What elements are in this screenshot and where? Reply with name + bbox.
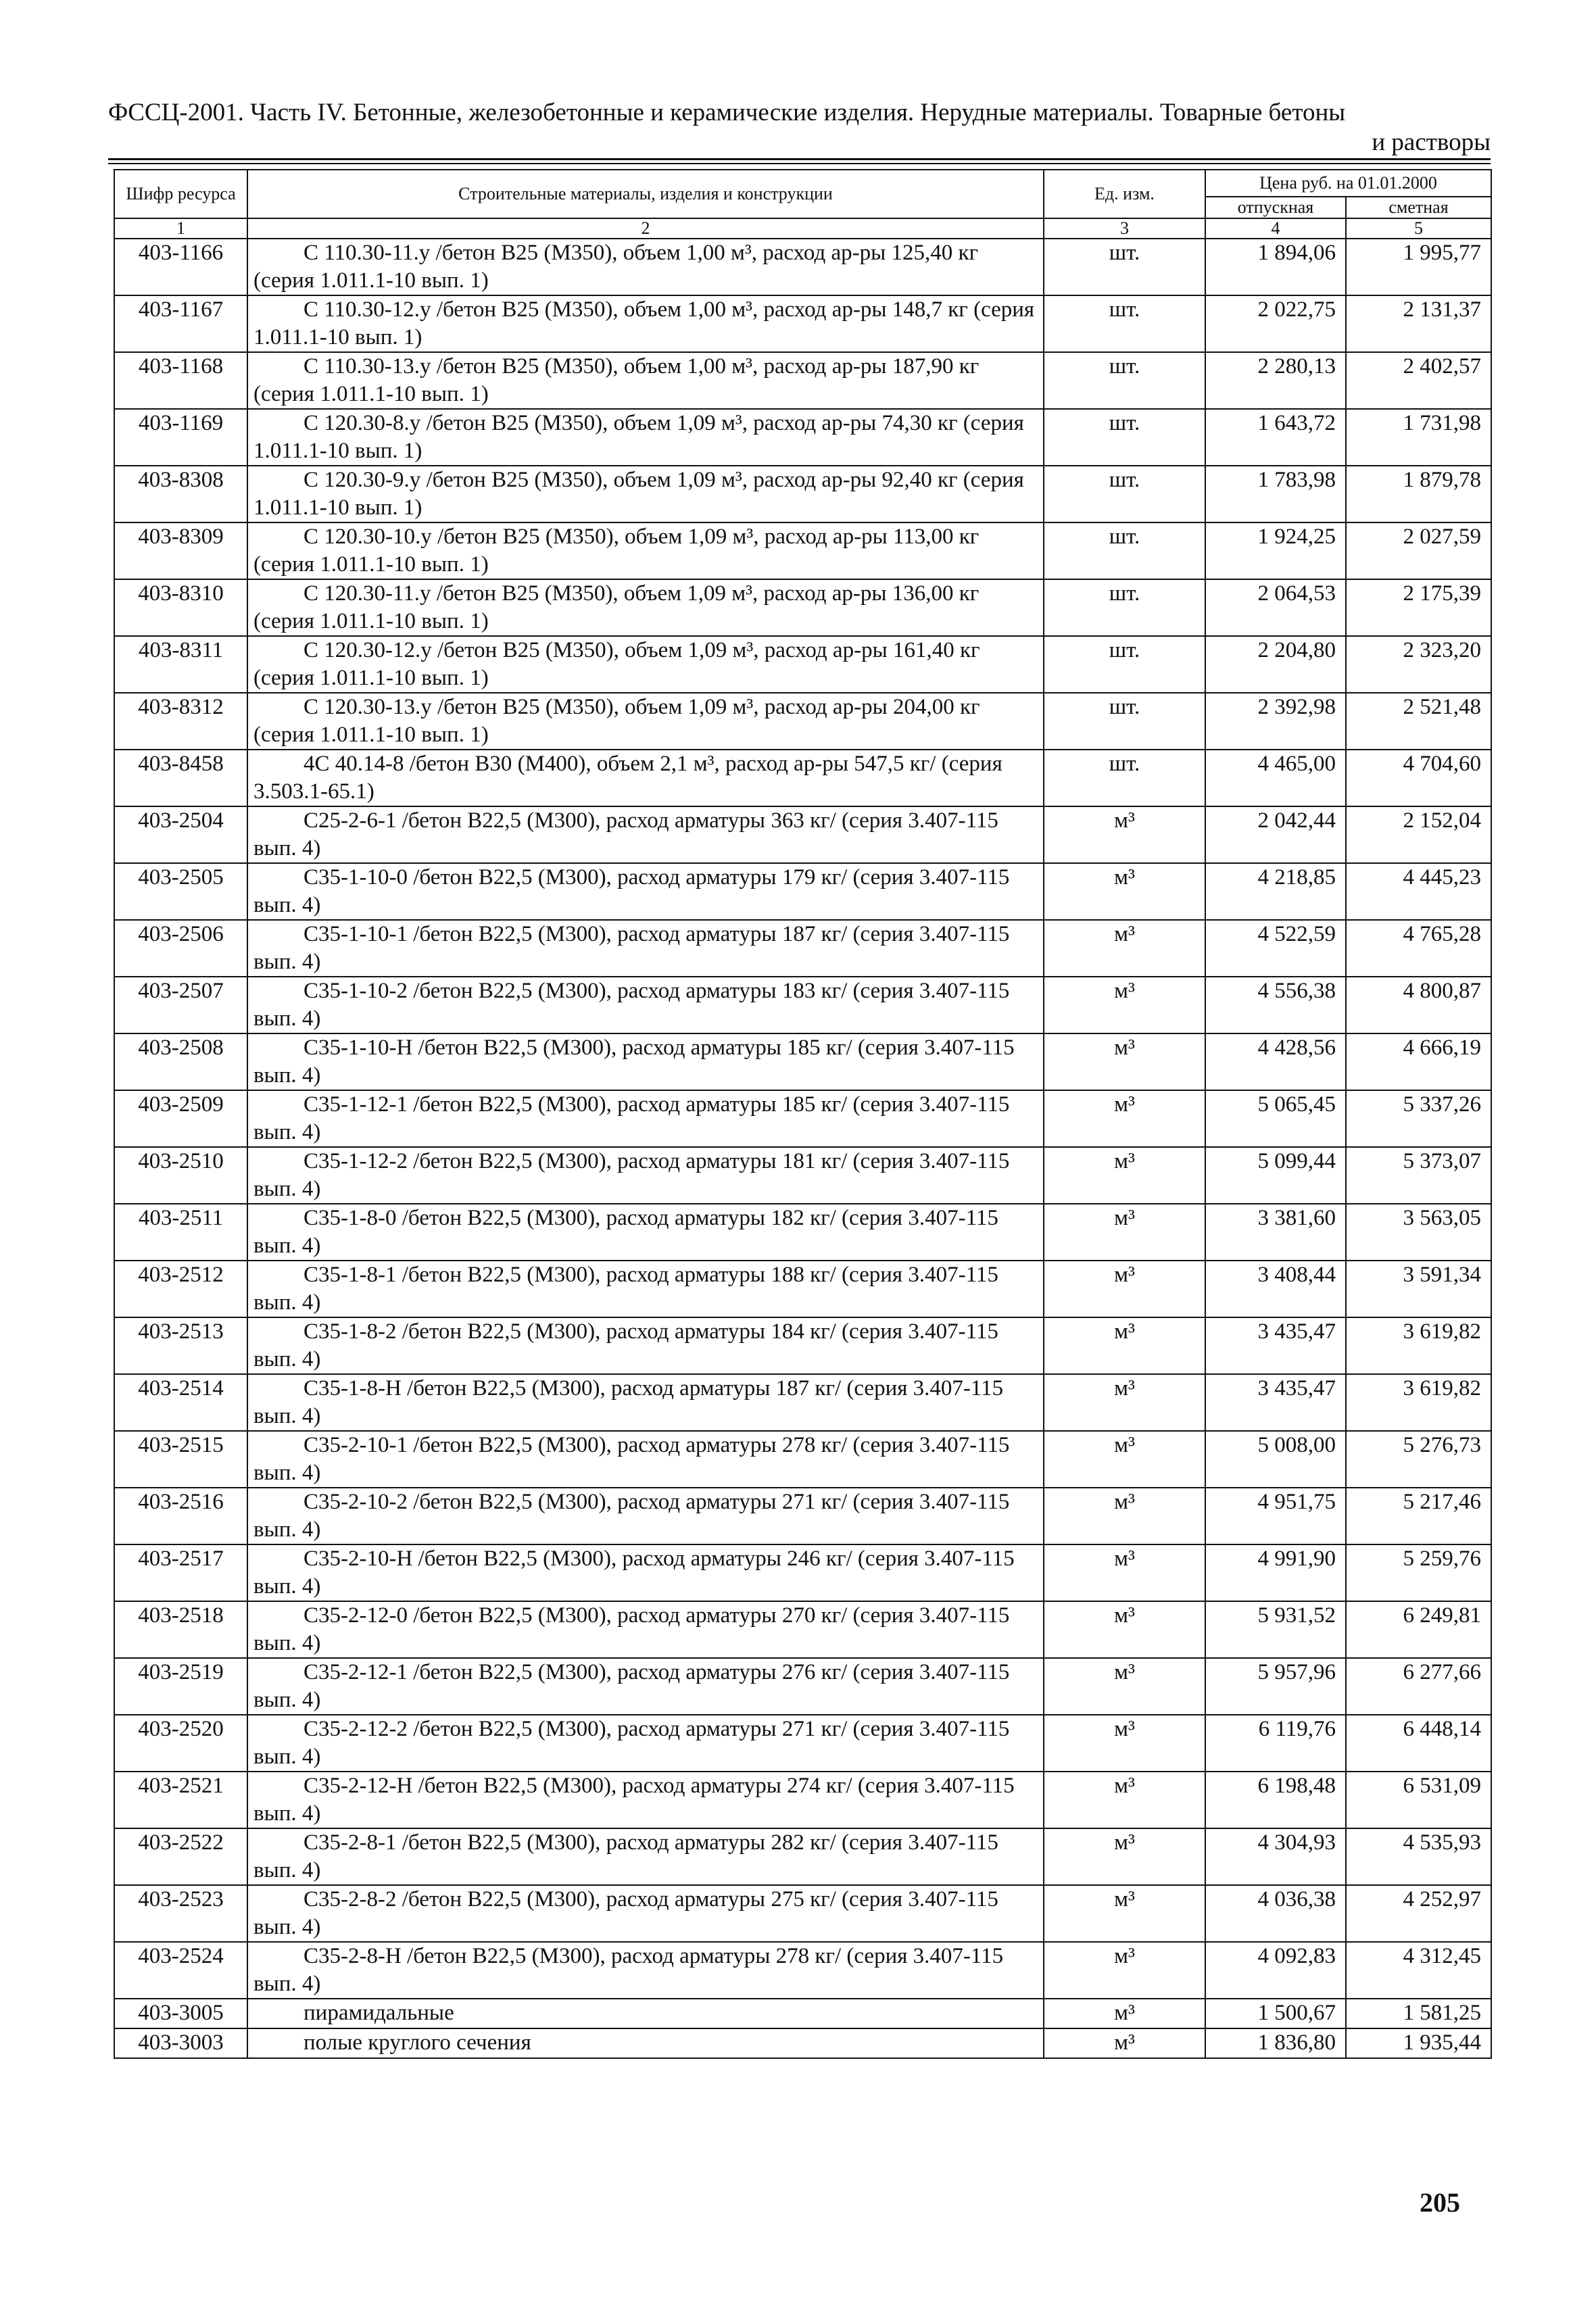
estimate-price: 3 563,05 — [1346, 1204, 1491, 1261]
material-description: С 120.30-11.у /бетон В25 (М350), объем 1,09 м³, расход ар-ры 136,00 кг (серия 1.011.1-10 вып. 1) — [247, 579, 1044, 636]
release-price: 5 099,44 — [1205, 1147, 1346, 1204]
resource-code: 403-1166 — [114, 239, 247, 295]
table-row — [114, 1658, 1491, 1715]
table-row — [114, 920, 1491, 977]
unit-cell: м³ — [1044, 1885, 1205, 1942]
price-table — [114, 169, 1492, 2059]
table-row — [114, 636, 1491, 693]
table-row — [114, 1601, 1491, 1658]
release-price: 1 783,98 — [1205, 466, 1346, 522]
resource-code: 403-1167 — [114, 295, 247, 352]
release-price: 5 008,00 — [1205, 1431, 1346, 1488]
col-number: 3 — [1044, 218, 1205, 239]
release-price: 4 092,83 — [1205, 1942, 1346, 1999]
table-row — [114, 1885, 1491, 1942]
estimate-price: 1 581,25 — [1346, 1999, 1491, 2028]
table-row — [114, 1317, 1491, 1374]
release-price: 6 198,48 — [1205, 1772, 1346, 1828]
material-description: С35-1-8-2 /бетон В22,5 (М300), расход арматуры 184 кг/ (серия 3.407-115 вып. 4) — [247, 1317, 1044, 1374]
unit-cell: шт. — [1044, 466, 1205, 522]
table-row — [114, 1828, 1491, 1885]
table-row — [114, 466, 1491, 522]
material-description: С35-1-10-0 /бетон В22,5 (М300), расход арматуры 179 кг/ (серия 3.407-115 вып. 4) — [247, 863, 1044, 920]
resource-code: 403-2514 — [114, 1374, 247, 1431]
estimate-price: 5 259,76 — [1346, 1544, 1491, 1601]
material-description: С35-1-12-2 /бетон В22,5 (М300), расход арматуры 181 кг/ (серия 3.407-115 вып. 4) — [247, 1147, 1044, 1204]
release-price: 2 204,80 — [1205, 636, 1346, 693]
unit-cell: м³ — [1044, 1431, 1205, 1488]
resource-code: 403-1169 — [114, 409, 247, 466]
resource-code: 403-2512 — [114, 1261, 247, 1317]
resource-code: 403-2516 — [114, 1488, 247, 1544]
estimate-price: 4 535,93 — [1346, 1828, 1491, 1885]
table-row — [114, 1544, 1491, 1601]
release-price: 4 991,90 — [1205, 1544, 1346, 1601]
material-description: С 120.30-10.у /бетон В25 (М350), объем 1,09 м³, расход ар-ры 113,00 кг (серия 1.011.1-10 вып. 1) — [247, 522, 1044, 579]
estimate-price: 3 619,82 — [1346, 1374, 1491, 1431]
unit-cell: шт. — [1044, 522, 1205, 579]
release-price: 4 304,93 — [1205, 1828, 1346, 1885]
col-number: 1 — [114, 218, 247, 239]
estimate-price: 4 445,23 — [1346, 863, 1491, 920]
release-price: 2 064,53 — [1205, 579, 1346, 636]
resource-code: 403-8309 — [114, 522, 247, 579]
material-description: С35-1-8-Н /бетон В22,5 (М300), расход арматуры 187 кг/ (серия 3.407-115 вып. 4) — [247, 1374, 1044, 1431]
unit-cell: м³ — [1044, 2028, 1205, 2058]
page-number: 205 — [1420, 2187, 1460, 2218]
unit-cell: м³ — [1044, 1204, 1205, 1261]
table-row — [114, 1999, 1491, 2028]
table-row — [114, 2028, 1491, 2058]
table-row — [114, 1715, 1491, 1772]
estimate-price: 1 879,78 — [1346, 466, 1491, 522]
estimate-price: 1 731,98 — [1346, 409, 1491, 466]
resource-code: 403-8311 — [114, 636, 247, 693]
resource-code: 403-8308 — [114, 466, 247, 522]
unit-cell: шт. — [1044, 579, 1205, 636]
estimate-price: 5 217,46 — [1346, 1488, 1491, 1544]
release-price: 5 065,45 — [1205, 1090, 1346, 1147]
table-row — [114, 806, 1491, 863]
estimate-price: 4 252,97 — [1346, 1885, 1491, 1942]
unit-cell: м³ — [1044, 1374, 1205, 1431]
material-description: С35-1-8-0 /бетон В22,5 (М300), расход арматуры 182 кг/ (серия 3.407-115 вып. 4) — [247, 1204, 1044, 1261]
estimate-price: 2 175,39 — [1346, 579, 1491, 636]
resource-code: 403-3003 — [114, 2028, 247, 2058]
estimate-price: 2 521,48 — [1346, 693, 1491, 750]
release-price: 6 119,76 — [1205, 1715, 1346, 1772]
table-row — [114, 1147, 1491, 1204]
col-header-release-price: отпускная — [1205, 197, 1346, 218]
material-description: С35-2-8-Н /бетон В22,5 (М300), расход арматуры 278 кг/ (серия 3.407-115 вып. 4) — [247, 1942, 1044, 1999]
resource-code: 403-2523 — [114, 1885, 247, 1942]
material-description: С35-2-8-1 /бетон В22,5 (М300), расход арматуры 282 кг/ (серия 3.407-115 вып. 4) — [247, 1828, 1044, 1885]
release-price: 1 643,72 — [1205, 409, 1346, 466]
release-price: 3 435,47 — [1205, 1317, 1346, 1374]
unit-cell: м³ — [1044, 1999, 1205, 2028]
estimate-price: 4 704,60 — [1346, 750, 1491, 806]
release-price: 1 836,80 — [1205, 2028, 1346, 2058]
table-row — [114, 750, 1491, 806]
release-price: 1 894,06 — [1205, 239, 1346, 295]
resource-code: 403-8310 — [114, 579, 247, 636]
unit-cell: шт. — [1044, 352, 1205, 409]
release-price: 3 435,47 — [1205, 1374, 1346, 1431]
header-rule — [108, 158, 1491, 160]
unit-cell: м³ — [1044, 1488, 1205, 1544]
unit-cell: м³ — [1044, 1942, 1205, 1999]
table-row — [114, 522, 1491, 579]
material-description: полые круглого сечения — [247, 2028, 1044, 2058]
resource-code: 403-2522 — [114, 1828, 247, 1885]
release-price: 4 556,38 — [1205, 977, 1346, 1033]
unit-cell: м³ — [1044, 1715, 1205, 1772]
resource-code: 403-1168 — [114, 352, 247, 409]
unit-cell: шт. — [1044, 693, 1205, 750]
resource-code: 403-2506 — [114, 920, 247, 977]
estimate-price: 2 027,59 — [1346, 522, 1491, 579]
unit-cell: м³ — [1044, 1261, 1205, 1317]
estimate-price: 1 935,44 — [1346, 2028, 1491, 2058]
estimate-price: 4 666,19 — [1346, 1033, 1491, 1090]
table-row — [114, 1204, 1491, 1261]
material-description: С35-2-12-0 /бетон В22,5 (М300), расход арматуры 270 кг/ (серия 3.407-115 вып. 4) — [247, 1601, 1044, 1658]
material-description: С 120.30-12.у /бетон В25 (М350), объем 1,09 м³, расход ар-ры 161,40 кг (серия 1.011.1-10 вып. 1) — [247, 636, 1044, 693]
release-price: 4 218,85 — [1205, 863, 1346, 920]
release-price: 4 428,56 — [1205, 1033, 1346, 1090]
release-price: 3 381,60 — [1205, 1204, 1346, 1261]
table-row — [114, 239, 1491, 295]
table-row — [114, 693, 1491, 750]
material-description: С 110.30-13.у /бетон В25 (М350), объем 1,00 м³, расход ар-ры 187,90 кг (серия 1.011.1-10 вып. 1) — [247, 352, 1044, 409]
table-row — [114, 1772, 1491, 1828]
estimate-price: 5 373,07 — [1346, 1147, 1491, 1204]
unit-cell: м³ — [1044, 1658, 1205, 1715]
release-price: 5 931,52 — [1205, 1601, 1346, 1658]
release-price: 4 522,59 — [1205, 920, 1346, 977]
estimate-price: 2 152,04 — [1346, 806, 1491, 863]
table-row — [114, 295, 1491, 352]
material-description: С 120.30-9.у /бетон В25 (М350), объем 1,09 м³, расход ар-ры 92,40 кг (серия 1.011.1-10 вып. 1) — [247, 466, 1044, 522]
table-row — [114, 1261, 1491, 1317]
material-description: С35-1-10-1 /бетон В22,5 (М300), расход арматуры 187 кг/ (серия 3.407-115 вып. 4) — [247, 920, 1044, 977]
col-header-unit: Ед. изм. — [1044, 170, 1205, 218]
unit-cell: шт. — [1044, 636, 1205, 693]
release-price: 2 042,44 — [1205, 806, 1346, 863]
resource-code: 403-2524 — [114, 1942, 247, 1999]
table-row — [114, 977, 1491, 1033]
resource-code: 403-2509 — [114, 1090, 247, 1147]
table-row — [114, 1090, 1491, 1147]
table-row — [114, 863, 1491, 920]
resource-code: 403-2517 — [114, 1544, 247, 1601]
table-row — [114, 1942, 1491, 1999]
material-description: 4С 40.14-8 /бетон В30 (М400), объем 2,1 м³, расход ар-ры 547,5 кг/ (серия 3.503.1-65.1) — [247, 750, 1044, 806]
col-number: 2 — [247, 218, 1044, 239]
resource-code: 403-3005 — [114, 1999, 247, 2028]
unit-cell: м³ — [1044, 1090, 1205, 1147]
header-title: ФССЦ-2001. Часть IV. Бетонные, железобетонные и керамические изделия. Нерудные материалы. Товарные бетоны — [108, 99, 1346, 126]
estimate-price: 5 337,26 — [1346, 1090, 1491, 1147]
release-price: 4 036,38 — [1205, 1885, 1346, 1942]
estimate-price: 4 800,87 — [1346, 977, 1491, 1033]
unit-cell: м³ — [1044, 920, 1205, 977]
resource-code: 403-2513 — [114, 1317, 247, 1374]
unit-cell: шт. — [1044, 239, 1205, 295]
table-row — [114, 1488, 1491, 1544]
header-title-continuation: и растворы — [1372, 128, 1491, 156]
table-row — [114, 579, 1491, 636]
page-header — [108, 98, 1491, 157]
unit-cell: м³ — [1044, 806, 1205, 863]
estimate-price: 3 619,82 — [1346, 1317, 1491, 1374]
resource-code: 403-8458 — [114, 750, 247, 806]
resource-code: 403-2515 — [114, 1431, 247, 1488]
material-description: С35-2-10-2 /бетон В22,5 (М300), расход арматуры 271 кг/ (серия 3.407-115 вып. 4) — [247, 1488, 1044, 1544]
material-description: С 110.30-11.у /бетон В25 (М350), объем 1,00 м³, расход ар-ры 125,40 кг (серия 1.011.1-10 вып. 1) — [247, 239, 1044, 295]
resource-code: 403-2519 — [114, 1658, 247, 1715]
material-description: С 120.30-8.у /бетон В25 (М350), объем 1,09 м³, расход ар-ры 74,30 кг (серия 1.011.1-10 вып. 1) — [247, 409, 1044, 466]
col-header-name: Строительные материалы, изделия и конструкции — [247, 170, 1044, 218]
unit-cell: м³ — [1044, 1772, 1205, 1828]
col-header-price: Цена руб. на 01.01.2000 — [1205, 170, 1491, 197]
col-number: 5 — [1346, 218, 1491, 239]
estimate-price: 3 591,34 — [1346, 1261, 1491, 1317]
table-row — [114, 1033, 1491, 1090]
table-row — [114, 1431, 1491, 1488]
unit-cell: шт. — [1044, 409, 1205, 466]
release-price: 2 392,98 — [1205, 693, 1346, 750]
material-description: С 110.30-12.у /бетон В25 (М350), объем 1,00 м³, расход ар-ры 148,7 кг (серия 1.011.1-10 вып. 1) — [247, 295, 1044, 352]
col-header-code: Шифр ресурса — [114, 170, 247, 218]
release-price: 2 022,75 — [1205, 295, 1346, 352]
table-row — [114, 409, 1491, 466]
material-description: С35-1-8-1 /бетон В22,5 (М300), расход арматуры 188 кг/ (серия 3.407-115 вып. 4) — [247, 1261, 1044, 1317]
header-rule-thin — [108, 163, 1491, 164]
estimate-price: 5 276,73 — [1346, 1431, 1491, 1488]
material-description: С35-2-10-1 /бетон В22,5 (М300), расход арматуры 278 кг/ (серия 3.407-115 вып. 4) — [247, 1431, 1044, 1488]
resource-code: 403-2508 — [114, 1033, 247, 1090]
material-description: пирамидальные — [247, 1999, 1044, 2028]
estimate-price: 2 323,20 — [1346, 636, 1491, 693]
unit-cell: м³ — [1044, 863, 1205, 920]
estimate-price: 1 995,77 — [1346, 239, 1491, 295]
resource-code: 403-2521 — [114, 1772, 247, 1828]
release-price: 4 951,75 — [1205, 1488, 1346, 1544]
estimate-price: 6 277,66 — [1346, 1658, 1491, 1715]
estimate-price: 6 531,09 — [1346, 1772, 1491, 1828]
material-description: С35-2-12-2 /бетон В22,5 (М300), расход арматуры 271 кг/ (серия 3.407-115 вып. 4) — [247, 1715, 1044, 1772]
unit-cell: м³ — [1044, 1317, 1205, 1374]
release-price: 1 924,25 — [1205, 522, 1346, 579]
resource-code: 403-8312 — [114, 693, 247, 750]
release-price: 1 500,67 — [1205, 1999, 1346, 2028]
unit-cell: шт. — [1044, 750, 1205, 806]
unit-cell: шт. — [1044, 295, 1205, 352]
col-header-estimate-price: сметная — [1346, 197, 1491, 218]
material-description: С 120.30-13.у /бетон В25 (М350), объем 1,09 м³, расход ар-ры 204,00 кг (серия 1.011.1-10 вып. 1) — [247, 693, 1044, 750]
estimate-price: 2 402,57 — [1346, 352, 1491, 409]
material-description: С35-2-10-Н /бетон В22,5 (М300), расход арматуры 246 кг/ (серия 3.407-115 вып. 4) — [247, 1544, 1044, 1601]
resource-code: 403-2504 — [114, 806, 247, 863]
estimate-price: 2 131,37 — [1346, 295, 1491, 352]
unit-cell: м³ — [1044, 977, 1205, 1033]
material-description: С25-2-6-1 /бетон В22,5 (М300), расход арматуры 363 кг/ (серия 3.407-115 вып. 4) — [247, 806, 1044, 863]
material-description: С35-2-12-1 /бетон В22,5 (М300), расход арматуры 276 кг/ (серия 3.407-115 вып. 4) — [247, 1658, 1044, 1715]
release-price: 2 280,13 — [1205, 352, 1346, 409]
estimate-price: 4 312,45 — [1346, 1942, 1491, 1999]
material-description: С35-2-8-2 /бетон В22,5 (М300), расход арматуры 275 кг/ (серия 3.407-115 вып. 4) — [247, 1885, 1044, 1942]
material-description: С35-1-10-2 /бетон В22,5 (М300), расход арматуры 183 кг/ (серия 3.407-115 вып. 4) — [247, 977, 1044, 1033]
table-row — [114, 1374, 1491, 1431]
estimate-price: 4 765,28 — [1346, 920, 1491, 977]
resource-code: 403-2520 — [114, 1715, 247, 1772]
material-description: С35-1-12-1 /бетон В22,5 (М300), расход арматуры 185 кг/ (серия 3.407-115 вып. 4) — [247, 1090, 1044, 1147]
material-description: С35-1-10-Н /бетон В22,5 (М300), расход арматуры 185 кг/ (серия 3.407-115 вып. 4) — [247, 1033, 1044, 1090]
unit-cell: м³ — [1044, 1601, 1205, 1658]
unit-cell: м³ — [1044, 1033, 1205, 1090]
resource-code: 403-2507 — [114, 977, 247, 1033]
resource-code: 403-2518 — [114, 1601, 247, 1658]
release-price: 5 957,96 — [1205, 1658, 1346, 1715]
estimate-price: 6 249,81 — [1346, 1601, 1491, 1658]
unit-cell: м³ — [1044, 1544, 1205, 1601]
col-number: 4 — [1205, 218, 1346, 239]
release-price: 3 408,44 — [1205, 1261, 1346, 1317]
resource-code: 403-2505 — [114, 863, 247, 920]
unit-cell: м³ — [1044, 1828, 1205, 1885]
unit-cell: м³ — [1044, 1147, 1205, 1204]
material-description: С35-2-12-Н /бетон В22,5 (М300), расход арматуры 274 кг/ (серия 3.407-115 вып. 4) — [247, 1772, 1044, 1828]
table-row — [114, 352, 1491, 409]
resource-code: 403-2510 — [114, 1147, 247, 1204]
release-price: 4 465,00 — [1205, 750, 1346, 806]
resource-code: 403-2511 — [114, 1204, 247, 1261]
estimate-price: 6 448,14 — [1346, 1715, 1491, 1772]
